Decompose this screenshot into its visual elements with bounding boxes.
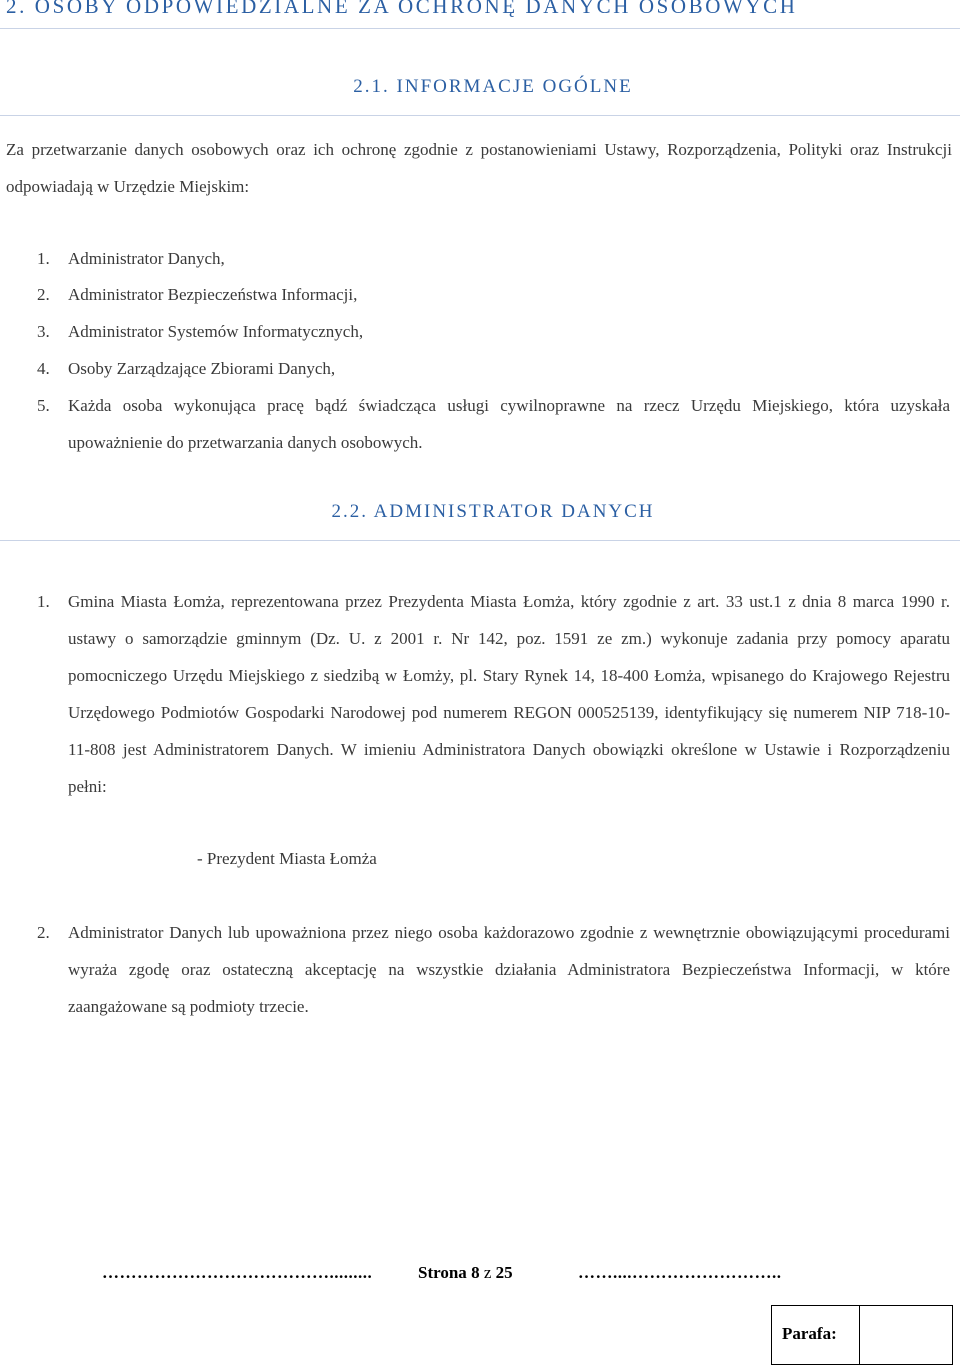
list-item-number: 5. xyxy=(37,396,50,415)
list-item-number: 2. xyxy=(37,923,50,942)
intro-paragraph: Za przetwarzanie danych osobowych oraz ich ochronę zgodnie z postanowieniami Ustawy, Rozporządzenia, Polityki oraz Instrukcji odpowiadają w Urzędzie Miejskim: xyxy=(6,140,952,196)
page-of: z xyxy=(483,1263,492,1282)
list-item-number: 3. xyxy=(37,322,50,341)
list-item-number: 1. xyxy=(37,592,50,611)
page-footer xyxy=(0,1258,960,1288)
page-current: 8 xyxy=(471,1263,480,1282)
page-number xyxy=(418,1258,513,1288)
sub-item-president: - Prezydent Miasta Łomża xyxy=(197,849,377,868)
list-item xyxy=(37,240,950,277)
list-item-number: 4. xyxy=(37,359,50,378)
section-heading-rule xyxy=(0,540,960,541)
section-heading-rule xyxy=(0,115,960,116)
page-word: Strona xyxy=(418,1263,467,1282)
initials-box-divider xyxy=(859,1306,860,1364)
list-item-text: Administrator Systemów Informatycznych, xyxy=(68,322,364,341)
footer-dots-right: ……....…………………….. xyxy=(578,1263,782,1282)
list-item-number: 1. xyxy=(37,249,50,268)
initials-box xyxy=(771,1305,953,1365)
list-item-text: Administrator Danych lub upoważniona przez niego osoba każdorazowo zgodnie z wewnętrznie obowiązującymi procedurami wyraża zgodę oraz ostateczną akceptację na wszystkie działania Administratora Bezpieczeństwa Informacji, w które zaangażowane są podmioty trzecie. xyxy=(68,923,950,1016)
initials-label: Parafa: xyxy=(782,1324,837,1343)
section-heading-administrator: 2.2. ADMINISTRATOR DANYCH xyxy=(331,501,655,522)
list-item-text: Każda osoba wykonująca pracę bądź świadcząca usługi cywilnoprawne na rzecz Urzędu Miejskiego, która uzyskała upoważnienie do przetwarzania danych osobowych. xyxy=(68,396,950,452)
list-item xyxy=(37,350,950,387)
section-heading-general: 2.1. INFORMACJE OGÓLNE xyxy=(353,76,633,97)
chapter-heading-rule xyxy=(0,28,960,29)
list-item-text: Administrator Bezpieczeństwa Informacji, xyxy=(68,285,358,304)
list-item xyxy=(37,276,950,313)
list-item-text: Administrator Danych, xyxy=(68,249,225,268)
list-item xyxy=(37,387,950,461)
list-item xyxy=(37,914,950,1025)
footer-dots-left: …………………………………......... xyxy=(102,1263,373,1282)
list-item-text: Osoby Zarządzające Zbiorami Danych, xyxy=(68,359,336,378)
list-item-text: Gmina Miasta Łomża, reprezentowana przez Prezydenta Miasta Łomża, który zgodnie z art. 33 ust.1 z dnia 8 marca 1990 r. ustawy o samorządzie gminnym (Dz. U. z 2001 r. Nr 142, poz. 1591 ze zm.) wykonuje zadania przy pomocy aparatu pomocniczego Urzędu Miejskiego z siedzibą w Łomży, pl. Stary Rynek 14, 18-400 Łomża, wpisanego do Krajowego Rejestru Urzędowego Podmiotów Gospodarki Narodowej pod numerem REGON 000525139, identyfikujący się numerem NIP 718-10-11-808 jest Administratorem Danych. W imieniu Administratora Danych obowiązki określone w Ustawie i Rozporządzeniu pełni: xyxy=(68,592,950,796)
list-item xyxy=(37,313,950,350)
chapter-heading: 2. OSOBY ODPOWIEDZIALNE ZA OCHRONĘ DANYCH OSOBOWYCH xyxy=(6,0,798,18)
list-item-number: 2. xyxy=(37,285,50,304)
page-total: 25 xyxy=(495,1263,513,1282)
list-item xyxy=(37,583,950,805)
